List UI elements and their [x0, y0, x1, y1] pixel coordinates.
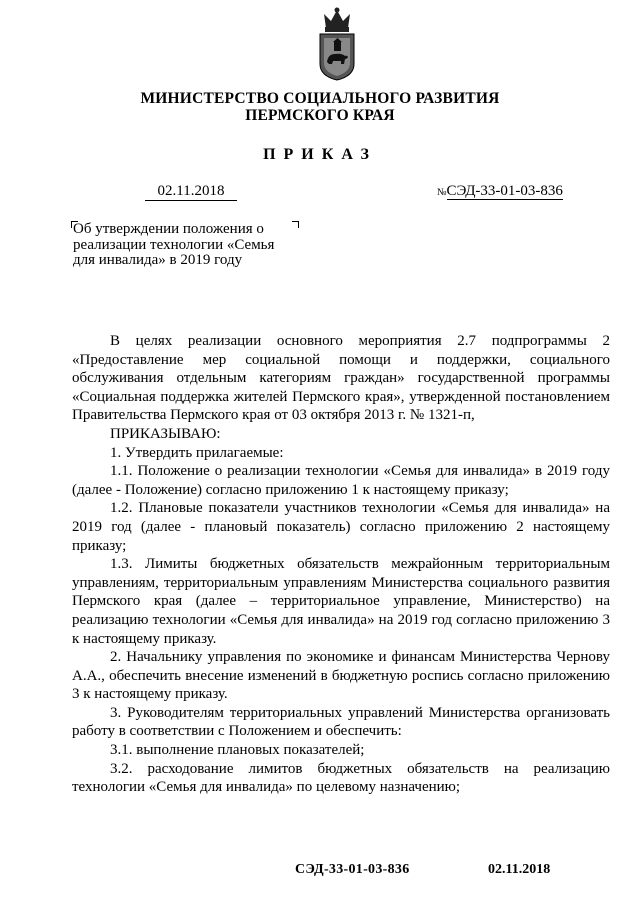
- ministry-name-line2: ПЕРМСКОГО КРАЯ: [245, 107, 395, 124]
- order-date: 02.11.2018: [145, 183, 237, 201]
- paragraph-1-3: 1.3. Лимиты бюджетных обязательств межрайонным территориальным управлениям, территориальным управлениям Министерства социального развития Пермского края (далее – территориальное управление, Министерство) на реализацию технологии «Семья для инвалида» на 2019 год согласно приложению 3 к настоящему приказу.: [72, 556, 610, 647]
- paragraph-3-1: 3.1. выполнение плановых показателей;: [110, 742, 365, 759]
- footer-order-date: 02.11.2018: [488, 862, 551, 877]
- order-number: [437, 183, 563, 201]
- paragraph-3: 3. Руководителям территориальных управлений Министерства организовать работу в соответствии с Положением и обеспечить:: [72, 704, 610, 740]
- order-number-value: СЭД-33-01-03-836: [446, 183, 563, 199]
- paragraph-3-2: 3.2. расходование лимитов бюджетных обязательств на реализацию технологии «Семья для инвалида» по целевому назначению;: [72, 760, 610, 796]
- perm-krai-coat-of-arms-icon: [314, 6, 360, 82]
- paragraph-1-2: 1.2. Плановые показатели участников технологии «Семья для инвалида» на 2019 год (далее - плановый показатель) согласно приложению 2 настоящему приказу;: [72, 500, 610, 554]
- order-word: ПРИКАЗЫВАЮ:: [110, 425, 221, 442]
- order-subject: Об утверждении положения о реализации технологии «Семья для инвалида» в 2019 году: [73, 221, 275, 268]
- ministry-name-line1: МИНИСТЕРСТВО СОЦИАЛЬНОГО РАЗВИТИЯ: [140, 90, 500, 107]
- footer-order-number: СЭД-33-01-03-836: [295, 862, 410, 877]
- order-body: [72, 332, 610, 797]
- paragraph-2: 2. Начальнику управления по экономике и финансам Министерства Чернову А.А., обеспечить внесение изменений в бюджетную роспись согласно приложению 3 к настоящему приказу.: [72, 649, 610, 703]
- subject-bracket-right: [292, 221, 299, 228]
- paragraph-1-1: 1.1. Положение о реализации технологии «Семья для инвалида» в 2019 году (далее - Положение) согласно приложению 1 к настоящему приказу;: [72, 463, 610, 498]
- document-type-title: ПРИКАЗ: [263, 146, 377, 163]
- number-sign: №: [437, 187, 447, 198]
- preamble-paragraph: В целях реализации основного мероприятия 2.7 подпрограммы 2 «Предоставление мер социальной помощи и поддержки, социального обслуживания отдельным категориям граждан» государственной программы «Социальная поддержка жителей Пермского края», утвержденной постановлением Правительства Пермского края от 03 октября 2013 г. № 1321-п,: [72, 333, 610, 424]
- paragraph-1: 1. Утвердить прилагаемые:: [110, 444, 284, 461]
